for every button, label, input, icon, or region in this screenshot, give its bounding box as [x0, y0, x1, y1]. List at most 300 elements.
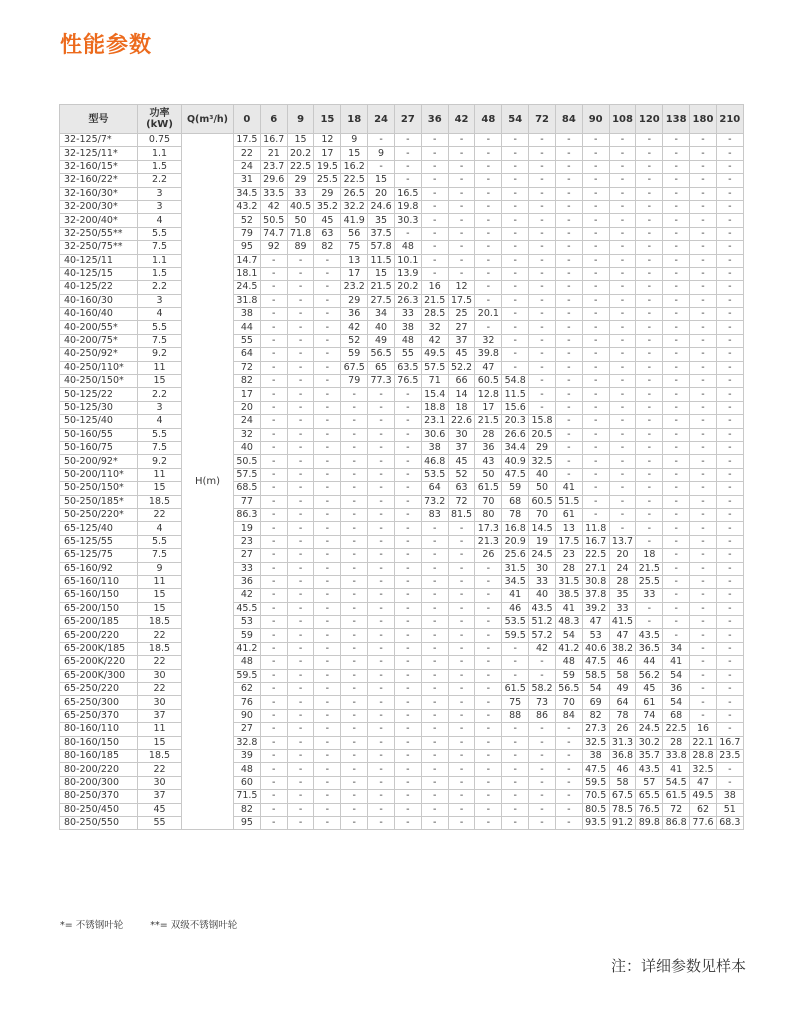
- head-value-cell: 18: [448, 401, 475, 414]
- power-cell: 1.5: [138, 267, 182, 280]
- head-value-cell: -: [394, 696, 421, 709]
- head-value-cell: -: [555, 174, 582, 187]
- head-value-cell: -: [582, 294, 609, 307]
- head-value-cell: 16.7: [260, 134, 287, 147]
- head-value-cell: 51.2: [529, 616, 556, 629]
- head-value-cell: -: [260, 441, 287, 454]
- head-value-cell: -: [287, 562, 314, 575]
- head-value-cell: 16.5: [394, 187, 421, 200]
- head-value-cell: -: [690, 348, 717, 361]
- table-row: [60, 160, 744, 173]
- head-value-cell: 29: [314, 187, 341, 200]
- head-value-cell: -: [663, 455, 690, 468]
- head-value-cell: 32.8: [234, 736, 261, 749]
- head-value-cell: -: [582, 361, 609, 374]
- head-value-cell: -: [448, 642, 475, 655]
- head-value-cell: -: [636, 241, 663, 254]
- head-value-cell: 44: [234, 321, 261, 334]
- power-cell: 5.5: [138, 535, 182, 548]
- model-cell: 65-125/75: [60, 549, 138, 562]
- head-value-cell: -: [690, 508, 717, 521]
- head-value-cell: -: [502, 200, 529, 213]
- head-value-cell: -: [502, 790, 529, 803]
- head-value-cell: -: [475, 214, 502, 227]
- model-cell: 50-250/220*: [60, 508, 138, 521]
- head-value-cell: -: [341, 763, 368, 776]
- table-row: [60, 267, 744, 280]
- head-value-cell: 52: [234, 214, 261, 227]
- head-value-cell: -: [421, 656, 448, 669]
- head-value-cell: 27.1: [582, 562, 609, 575]
- head-value-cell: 78.5: [609, 803, 636, 816]
- head-value-cell: 18: [636, 549, 663, 562]
- head-value-cell: -: [555, 763, 582, 776]
- head-value-cell: 30: [448, 428, 475, 441]
- head-value-cell: -: [716, 602, 743, 615]
- head-value-cell: 56.2: [636, 669, 663, 682]
- head-value-cell: -: [636, 441, 663, 454]
- power-cell: 30: [138, 696, 182, 709]
- head-value-cell: 53: [234, 616, 261, 629]
- head-value-cell: 76.5: [636, 803, 663, 816]
- head-value-cell: -: [636, 174, 663, 187]
- head-value-cell: -: [663, 187, 690, 200]
- head-value-cell: -: [529, 401, 556, 414]
- head-value-cell: 36: [475, 441, 502, 454]
- head-value-cell: -: [314, 254, 341, 267]
- head-value-cell: -: [287, 575, 314, 588]
- power-cell: 9.2: [138, 348, 182, 361]
- head-value-cell: -: [421, 763, 448, 776]
- head-value-cell: -: [287, 669, 314, 682]
- head-value-cell: 33.5: [260, 187, 287, 200]
- head-value-cell: -: [502, 334, 529, 347]
- head-value-cell: 15.8: [529, 415, 556, 428]
- model-cell: 50-200/110*: [60, 468, 138, 481]
- head-value-cell: -: [260, 468, 287, 481]
- head-value-cell: -: [555, 294, 582, 307]
- head-value-cell: 95: [234, 816, 261, 829]
- head-value-cell: 19.5: [314, 160, 341, 173]
- head-value-cell: -: [582, 134, 609, 147]
- head-value-cell: 13.7: [609, 535, 636, 548]
- head-value-cell: 29.6: [260, 174, 287, 187]
- head-value-cell: -: [663, 267, 690, 280]
- head-value-cell: -: [421, 267, 448, 280]
- head-value-cell: -: [314, 482, 341, 495]
- head-value-cell: -: [260, 294, 287, 307]
- head-value-cell: 45: [448, 348, 475, 361]
- head-value-cell: -: [529, 187, 556, 200]
- head-value-cell: -: [287, 602, 314, 615]
- head-value-cell: 69: [582, 696, 609, 709]
- head-value-cell: -: [502, 348, 529, 361]
- head-value-cell: -: [260, 401, 287, 414]
- power-cell: 3: [138, 200, 182, 213]
- head-value-cell: 45: [636, 683, 663, 696]
- head-value-cell: -: [448, 629, 475, 642]
- head-value-cell: 26: [609, 723, 636, 736]
- power-cell: 37: [138, 709, 182, 722]
- head-value-cell: -: [475, 160, 502, 173]
- head-value-cell: -: [260, 816, 287, 829]
- head-value-cell: -: [475, 562, 502, 575]
- power-cell: 1.1: [138, 147, 182, 160]
- head-value-cell: -: [394, 549, 421, 562]
- head-value-cell: 45.5: [234, 602, 261, 615]
- head-value-cell: -: [368, 709, 395, 722]
- head-value-cell: -: [636, 160, 663, 173]
- head-value-cell: -: [421, 535, 448, 548]
- head-value-cell: 29: [341, 294, 368, 307]
- head-value-cell: 20.3: [502, 415, 529, 428]
- head-value-cell: 34.5: [502, 575, 529, 588]
- model-cell: 40-200/55*: [60, 321, 138, 334]
- head-value-cell: -: [448, 803, 475, 816]
- head-value-cell: -: [314, 549, 341, 562]
- model-cell: 65-200/185: [60, 616, 138, 629]
- head-value-cell: -: [314, 589, 341, 602]
- power-cell: 22: [138, 656, 182, 669]
- head-value-cell: -: [260, 749, 287, 762]
- head-value-cell: -: [636, 522, 663, 535]
- head-value-cell: 27.3: [582, 723, 609, 736]
- head-value-cell: -: [394, 589, 421, 602]
- power-cell: 18.5: [138, 642, 182, 655]
- head-value-cell: 63: [314, 227, 341, 240]
- head-value-cell: -: [475, 749, 502, 762]
- head-value-cell: -: [314, 776, 341, 789]
- head-value-cell: -: [690, 535, 717, 548]
- head-value-cell: 36: [341, 308, 368, 321]
- table-row: [60, 308, 744, 321]
- head-value-cell: 17.5: [234, 134, 261, 147]
- head-value-cell: -: [260, 656, 287, 669]
- head-value-cell: -: [502, 227, 529, 240]
- power-cell: 9.2: [138, 455, 182, 468]
- header-flow-value: 108: [609, 105, 636, 134]
- head-value-cell: 64: [421, 482, 448, 495]
- head-value-cell: -: [582, 281, 609, 294]
- table-row: [60, 227, 744, 240]
- head-value-cell: -: [260, 616, 287, 629]
- model-cell: 32-125/7*: [60, 134, 138, 147]
- head-value-cell: 68.3: [716, 816, 743, 829]
- head-value-cell: 74: [636, 709, 663, 722]
- head-value-cell: -: [314, 267, 341, 280]
- head-value-cell: -: [260, 348, 287, 361]
- head-value-cell: -: [663, 200, 690, 213]
- head-value-cell: -: [502, 134, 529, 147]
- head-value-cell: -: [716, 428, 743, 441]
- head-value-cell: -: [663, 214, 690, 227]
- head-value-cell: -: [690, 321, 717, 334]
- power-cell: 15: [138, 482, 182, 495]
- head-value-cell: -: [502, 669, 529, 682]
- head-value-cell: -: [716, 709, 743, 722]
- head-value-cell: -: [555, 147, 582, 160]
- head-value-cell: 10.1: [394, 254, 421, 267]
- head-value-cell: -: [529, 816, 556, 829]
- head-value-cell: -: [341, 656, 368, 669]
- head-value-cell: -: [260, 375, 287, 388]
- head-value-cell: -: [368, 415, 395, 428]
- model-cell: 50-200/92*: [60, 455, 138, 468]
- head-value-cell: 36: [663, 683, 690, 696]
- head-value-cell: 35: [609, 589, 636, 602]
- head-value-cell: -: [475, 254, 502, 267]
- head-value-cell: -: [448, 549, 475, 562]
- head-value-cell: -: [716, 375, 743, 388]
- head-value-cell: 21.5: [421, 294, 448, 307]
- head-value-cell: -: [368, 482, 395, 495]
- head-value-cell: -: [502, 656, 529, 669]
- head-value-cell: -: [287, 468, 314, 481]
- head-value-cell: 24.5: [529, 549, 556, 562]
- head-value-cell: -: [663, 134, 690, 147]
- table-row: [60, 589, 744, 602]
- head-value-cell: 32.5: [690, 763, 717, 776]
- head-value-cell: 39.2: [582, 602, 609, 615]
- head-value-cell: -: [368, 468, 395, 481]
- head-value-cell: -: [502, 174, 529, 187]
- head-value-cell: -: [663, 254, 690, 267]
- head-value-cell: -: [636, 482, 663, 495]
- table-row: [60, 602, 744, 615]
- head-value-cell: -: [287, 281, 314, 294]
- head-value-cell: -: [314, 669, 341, 682]
- head-value-cell: -: [663, 281, 690, 294]
- head-value-cell: -: [287, 294, 314, 307]
- head-value-cell: -: [663, 415, 690, 428]
- head-value-cell: -: [287, 709, 314, 722]
- power-cell: 22: [138, 683, 182, 696]
- head-value-cell: -: [716, 495, 743, 508]
- head-value-cell: 31.5: [555, 575, 582, 588]
- table-row: [60, 683, 744, 696]
- table-row: [60, 616, 744, 629]
- head-value-cell: -: [260, 495, 287, 508]
- head-value-cell: -: [663, 468, 690, 481]
- head-value-cell: -: [475, 134, 502, 147]
- head-value-cell: 46: [502, 602, 529, 615]
- head-value-cell: -: [341, 616, 368, 629]
- head-value-cell: -: [716, 241, 743, 254]
- head-value-cell: 49.5: [421, 348, 448, 361]
- head-value-cell: 22: [234, 147, 261, 160]
- head-value-cell: 19.8: [394, 200, 421, 213]
- head-value-cell: -: [716, 549, 743, 562]
- head-value-cell: -: [582, 174, 609, 187]
- head-value-cell: -: [448, 200, 475, 213]
- head-value-cell: -: [448, 709, 475, 722]
- head-value-cell: -: [609, 401, 636, 414]
- head-value-cell: 19: [234, 522, 261, 535]
- table-row: [60, 575, 744, 588]
- head-value-cell: -: [394, 174, 421, 187]
- head-value-cell: 63: [448, 482, 475, 495]
- head-value-cell: -: [475, 267, 502, 280]
- head-value-cell: -: [475, 656, 502, 669]
- head-value-cell: -: [394, 683, 421, 696]
- head-value-cell: 21.3: [475, 535, 502, 548]
- performance-table: [59, 104, 744, 830]
- head-value-cell: 42: [421, 334, 448, 347]
- head-value-cell: -: [609, 134, 636, 147]
- table-row: [60, 187, 744, 200]
- power-cell: 11: [138, 575, 182, 588]
- head-value-cell: -: [716, 629, 743, 642]
- head-value-cell: -: [394, 160, 421, 173]
- head-value-cell: -: [260, 267, 287, 280]
- head-value-cell: -: [555, 200, 582, 213]
- head-value-cell: 34: [368, 308, 395, 321]
- head-value-cell: -: [314, 455, 341, 468]
- head-value-cell: 39.8: [475, 348, 502, 361]
- head-value-cell: -: [716, 147, 743, 160]
- head-value-cell: -: [663, 294, 690, 307]
- head-value-cell: -: [421, 736, 448, 749]
- head-value-cell: 47: [475, 361, 502, 374]
- head-value-cell: 48: [394, 334, 421, 347]
- header-flow-value: 0: [234, 105, 261, 134]
- head-value-cell: 72: [663, 803, 690, 816]
- head-value-cell: -: [502, 642, 529, 655]
- head-value-cell: 29: [287, 174, 314, 187]
- head-value-cell: 48.3: [555, 616, 582, 629]
- head-value-cell: -: [663, 308, 690, 321]
- head-value-cell: -: [529, 294, 556, 307]
- head-value-cell: 22.5: [663, 723, 690, 736]
- head-value-cell: -: [475, 241, 502, 254]
- table-row: [60, 763, 744, 776]
- head-value-cell: 34: [663, 642, 690, 655]
- head-value-cell: -: [636, 428, 663, 441]
- model-cell: 32-200/30*: [60, 200, 138, 213]
- head-value-cell: -: [555, 254, 582, 267]
- head-value-cell: -: [555, 441, 582, 454]
- head-value-cell: -: [341, 709, 368, 722]
- head-value-cell: -: [260, 575, 287, 588]
- head-value-cell: -: [260, 254, 287, 267]
- head-value-cell: -: [636, 214, 663, 227]
- head-value-cell: -: [582, 214, 609, 227]
- head-value-cell: 91.2: [609, 816, 636, 829]
- head-value-cell: -: [475, 736, 502, 749]
- head-value-cell: -: [582, 334, 609, 347]
- head-value-cell: 90: [234, 709, 261, 722]
- head-value-cell: -: [690, 669, 717, 682]
- head-value-cell: -: [475, 200, 502, 213]
- head-value-cell: -: [341, 642, 368, 655]
- head-value-cell: 82: [314, 241, 341, 254]
- head-value-cell: -: [663, 375, 690, 388]
- head-value-cell: -: [287, 723, 314, 736]
- table-row: [60, 642, 744, 655]
- table-row: [60, 656, 744, 669]
- power-cell: 11: [138, 361, 182, 374]
- head-value-cell: -: [341, 776, 368, 789]
- head-value-cell: -: [663, 629, 690, 642]
- head-value-cell: 23: [234, 535, 261, 548]
- head-value-cell: 49: [368, 334, 395, 347]
- head-value-cell: -: [394, 401, 421, 414]
- head-value-cell: 38: [234, 308, 261, 321]
- head-value-cell: 21.5: [636, 562, 663, 575]
- head-value-cell: -: [582, 147, 609, 160]
- head-value-cell: 19: [529, 535, 556, 548]
- head-value-cell: 54: [663, 696, 690, 709]
- head-value-cell: -: [314, 508, 341, 521]
- head-value-cell: 24.5: [636, 723, 663, 736]
- head-value-cell: -: [529, 776, 556, 789]
- head-value-cell: 40: [234, 441, 261, 454]
- head-value-cell: 58: [609, 776, 636, 789]
- head-value-cell: -: [475, 294, 502, 307]
- head-value-cell: -: [555, 348, 582, 361]
- head-value-cell: -: [287, 334, 314, 347]
- model-cell: 32-160/22*: [60, 174, 138, 187]
- head-value-cell: -: [287, 482, 314, 495]
- head-value-cell: -: [663, 428, 690, 441]
- head-value-cell: 50: [529, 482, 556, 495]
- head-value-cell: -: [314, 308, 341, 321]
- head-value-cell: -: [529, 348, 556, 361]
- head-value-cell: -: [287, 803, 314, 816]
- head-value-cell: 60: [234, 776, 261, 789]
- head-value-cell: -: [341, 575, 368, 588]
- head-value-cell: -: [690, 267, 717, 280]
- head-value-cell: 46: [609, 656, 636, 669]
- head-value-cell: -: [529, 254, 556, 267]
- head-value-cell: -: [529, 361, 556, 374]
- model-cell: 65-200K/185: [60, 642, 138, 655]
- head-value-cell: 26: [475, 549, 502, 562]
- model-cell: 40-125/11: [60, 254, 138, 267]
- power-cell: 7.5: [138, 549, 182, 562]
- head-value-cell: 13: [341, 254, 368, 267]
- head-value-cell: 83: [421, 508, 448, 521]
- head-value-cell: -: [690, 642, 717, 655]
- head-value-cell: -: [421, 174, 448, 187]
- head-value-cell: 60.5: [529, 495, 556, 508]
- head-value-cell: -: [690, 549, 717, 562]
- head-value-cell: 70.5: [582, 790, 609, 803]
- model-cell: 65-200K/300: [60, 669, 138, 682]
- model-cell: 65-250/220: [60, 683, 138, 696]
- head-value-cell: -: [529, 334, 556, 347]
- head-value-cell: -: [663, 241, 690, 254]
- head-value-cell: -: [609, 375, 636, 388]
- power-cell: 22: [138, 629, 182, 642]
- head-value-cell: -: [502, 321, 529, 334]
- head-value-cell: -: [287, 736, 314, 749]
- head-value-cell: 13.9: [394, 267, 421, 280]
- head-value-cell: 24: [234, 160, 261, 173]
- head-value-cell: -: [260, 281, 287, 294]
- head-value-cell: -: [636, 334, 663, 347]
- head-value-cell: -: [555, 468, 582, 481]
- head-value-cell: -: [260, 642, 287, 655]
- head-value-cell: -: [475, 187, 502, 200]
- head-value-cell: -: [636, 508, 663, 521]
- head-value-cell: 79: [234, 227, 261, 240]
- head-value-cell: 20: [609, 549, 636, 562]
- head-value-cell: 32: [475, 334, 502, 347]
- head-value-cell: 36.5: [636, 642, 663, 655]
- head-value-cell: -: [555, 134, 582, 147]
- head-value-cell: -: [287, 348, 314, 361]
